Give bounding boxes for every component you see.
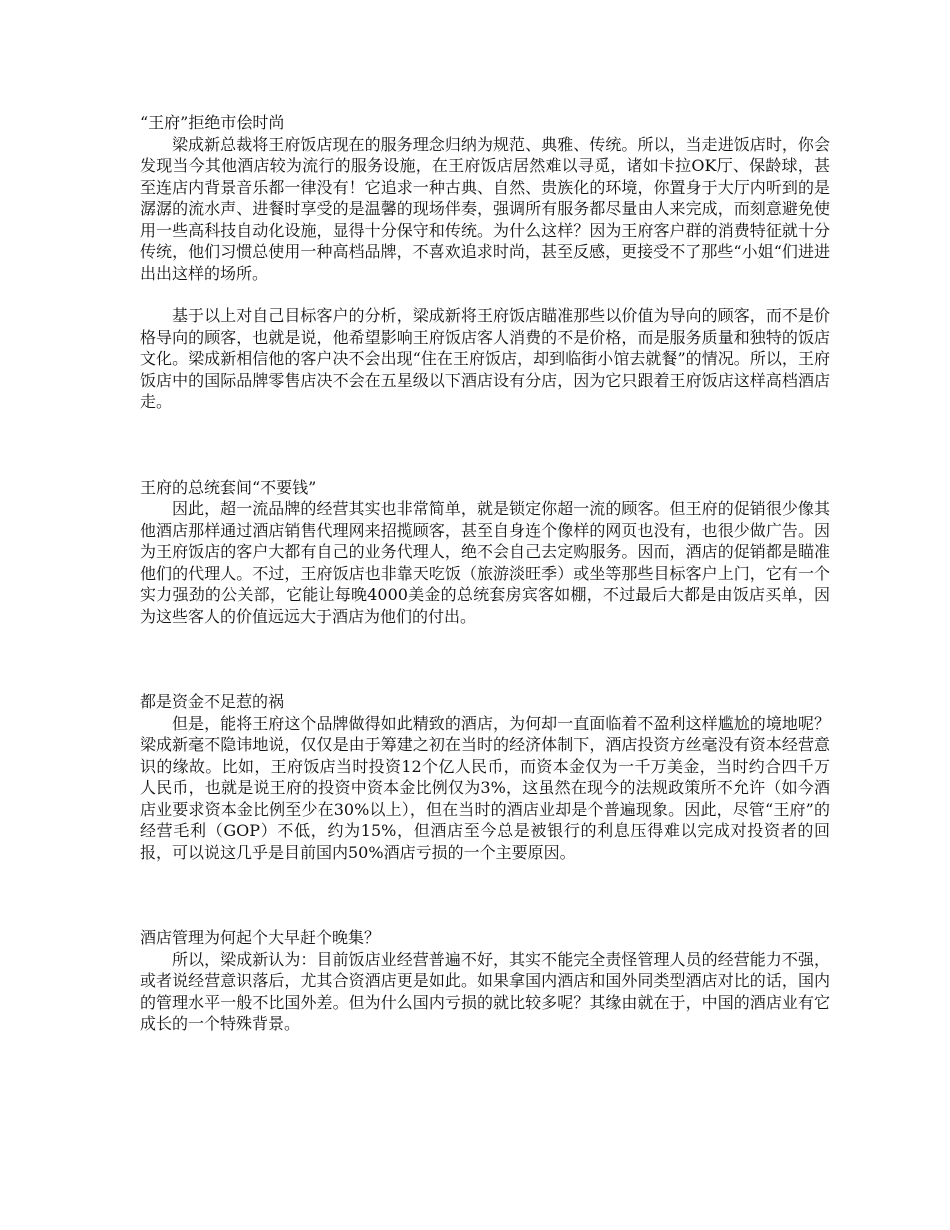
section-heading: “王府”拒绝市侩时尚	[140, 113, 285, 132]
section-capital-shortage	[140, 691, 830, 863]
section-hotel-management	[140, 927, 830, 1035]
section-spacer	[140, 863, 830, 927]
section-heading: 王府的总统套间“不要钱”	[140, 477, 317, 497]
section-spacer	[140, 627, 830, 691]
section-presidential-suite	[140, 477, 830, 628]
paragraph: 梁成新总裁将王府饭店现在的服务理念归纳为规范、典雅、传统。所以，当走进饭店时，你会发现当今其他酒店较为流行的服务设施，在王府饭店居然难以寻觅，诸如卡拉OK厅、保龄球，甚至连店内背景音乐都一律没有！它追求一种古典、自然、贵族化的环境，你置身于大厅内听到的是潺潺的流水声、进餐时享受的是温馨的现场伴奏，强调所有服务都尽量由人来完成，而刻意避免使用一些高科技自动化设施，显得十分保守和传统。为什么这样？因为王府客户群的消费特征就十分传统，他们习惯总使用一种高档品牌，不喜欢追求时尚，甚至反感，更接受不了那些“小姐“们进进出出这样的场所。	[140, 134, 830, 283]
section-spacer	[140, 413, 830, 477]
section-wangfu-rejects-trends	[140, 112, 830, 413]
paragraph: 所以，梁成新认为：目前饭店业经营普遍不好，其实不能完全责怪管理人员的经营能力不强，或者说经营意识落后，尤其合资酒店更是如此。如果拿国内酒店和国外同类型酒店对比的话，国内的管理水平一般不比国外差。但为什么国内亏损的就比较多呢？其缘由就在于，中国的酒店业有它成长的一个特殊背景。	[140, 949, 830, 1033]
paragraph: 但是，能将王府这个品牌做得如此精致的酒店，为何却一直面临着不盈利这样尴尬的境地呢？梁成新毫不隐讳地说，仅仅是由于筹建之初在当时的经济体制下，酒店投资方丝毫没有资本经营意识的缘故。比如，王府饭店当时投资12个亿人民币，而资本金仅为一千万美金，当时约合四千万人民币，也就是说王府的投资中资本金比例仅为3%，这虽然在现今的法规政策所不允许（如今酒店业要求资本金比例至少在30%以上），但在当时的酒店业却是个普遍现象。因此，尽管“王府”的经营毛利（GOP）不低，约为15%，但酒店至今总是被银行的利息压得难以完成对投资者的回报，可以说这几乎是目前国内50%酒店亏损的一个主要原因。	[140, 713, 830, 862]
section-heading: 酒店管理为何起个大早赶个晚集？	[140, 928, 381, 947]
paragraph-spacer	[140, 284, 830, 305]
document-page	[140, 112, 830, 1035]
paragraph: 基于以上对自己目标客户的分析，梁成新将王府饭店瞄准那些以价值为导向的顾客，而不是价格导向的顾客，也就是说，他希望影响王府饭店客人消费的不是价格，而是服务质量和独特的饭店文化。梁成新相信他的客户决不会出现“住在王府饭店，却到临街小馆去就餐”的情况。所以，王府饭店中的国际品牌零售店决不会在五星级以下酒店设有分店，因为它只跟着王府饭店这样高档酒店走。	[140, 306, 830, 411]
section-heading: 都是资金不足惹的祸	[140, 692, 285, 711]
paragraph: 因此，超一流品牌的经营其实也非常简单，就是锁定你超一流的顾客。但王府的促销很少像其他酒店那样通过酒店销售代理网来招揽顾客，甚至自身连个像样的网页也没有，也很少做广告。因为王府饭店的客户大都有自己的业务代理人，绝不会自己去定购服务。因而，酒店的促销都是瞄准他们的代理人。不过，王府饭店也非靠天吃饭（旅游淡旺季）或坐等那些目标客户上门，它有一个实力强劲的公关部，它能让每晚4000美金的总统套房宾客如棚，不过最后大都是由饭店买单，因为这些客人的价值远远大于酒店为他们的付出。	[140, 499, 830, 626]
